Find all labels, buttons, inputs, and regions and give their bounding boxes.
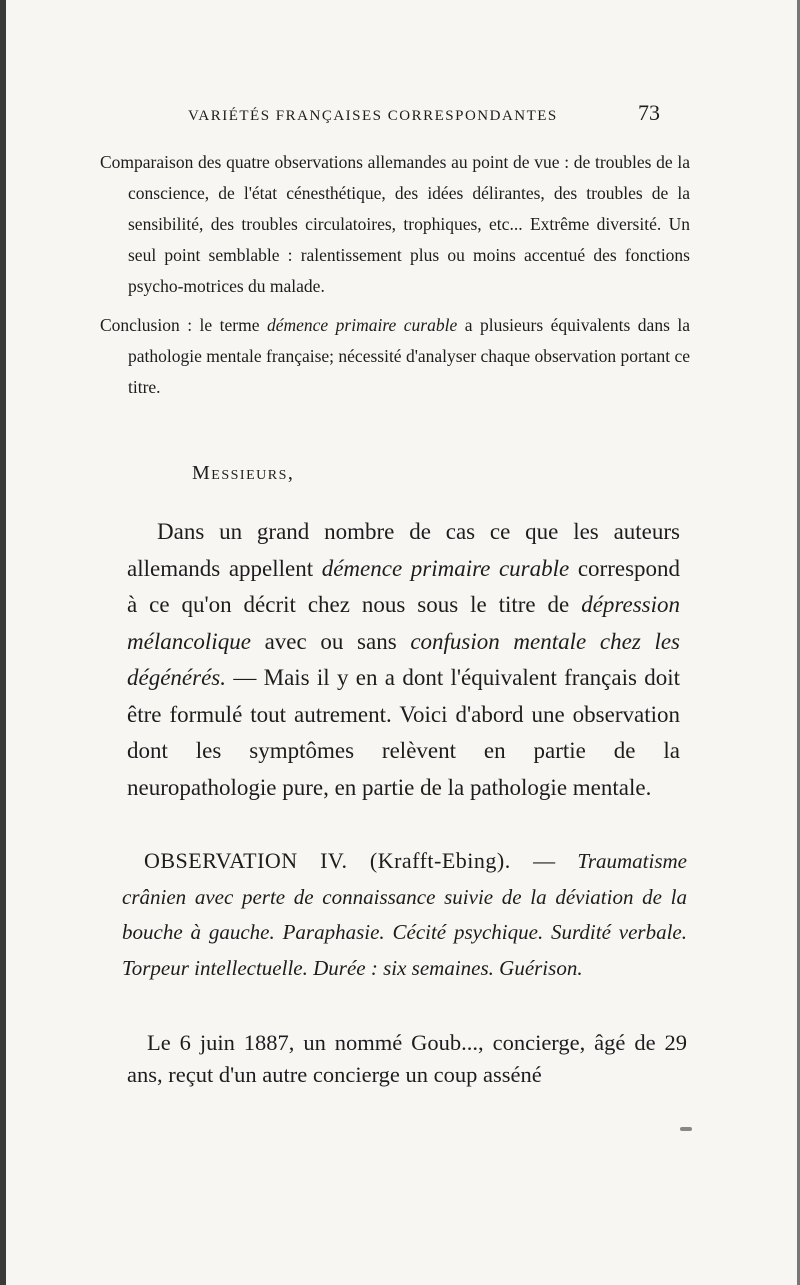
page-left-edge (0, 0, 6, 1285)
observation-heading (122, 843, 687, 986)
body-paragraph (127, 514, 680, 806)
conclusion-term: démence primaire curable (266, 315, 458, 335)
conclusion-start: Conclusion : le terme (100, 315, 260, 335)
page-number: 73 (638, 100, 660, 125)
observation-description: Traumatisme crânien avec perte de connaissance suivie de la déviation de la bouche à gauche. Paraphasie. Cécité psychique. Surdité verbale. Torpeur intellectuelle. Durée : six semaines. Guérison. (122, 849, 687, 980)
observation-label: OBSERVATION IV. (Krafft-Ebing). — (144, 848, 556, 873)
body-term-1: démence primaire curable (321, 555, 570, 581)
body-part-1: Dans un grand nombre de cas ce que les auteurs allemands appellent (127, 519, 680, 581)
conclusion-end: a plusieurs équivalents dans la pathologie mentale française; nécessité d'analyser chaque observation portant ce titre. (128, 315, 690, 397)
running-header (180, 100, 660, 130)
header-title: VARIÉTÉS FRANÇAISES CORRESPONDANTES (188, 108, 558, 124)
summary-conclusion-text (100, 310, 690, 403)
body-part-2: correspond à ce qu'on décrit chez nous sous le titre de (127, 555, 681, 617)
salutation: Messieurs, (192, 462, 295, 484)
observation-text (122, 843, 687, 986)
summary-conclusion (100, 310, 690, 403)
ink-speck (680, 1127, 692, 1131)
summary-comparison (100, 147, 690, 302)
body-paragraph-text (127, 514, 680, 806)
body-part-3: avec ou sans (264, 628, 397, 654)
body-part-4: — Mais il y en a dont l'équivalent français doit être formulé tout autrement. Voici d'abord une observation dont les symptômes relèvent en partie de la neuropathologie pure, en partie de la pathologie mentale. (127, 665, 681, 800)
summary-comparison-text: Comparaison des quatre observations allemandes au point de vue : de troubles de la conscience, de l'état cénesthétique, des idées délirantes, des troubles de la sensibilité, des troubles circulatoires, trophiques, etc... Extrême diversité. Un seul point semblable : ralentissement plus ou moins accentué des fonctions psycho-motrices du malade. (100, 152, 690, 296)
body-term-3: confusion mentale chez les dégénérés. (127, 628, 680, 690)
case-paragraph (127, 1027, 687, 1091)
body-term-2: dépression mélancolique (127, 592, 681, 654)
case-paragraph-text: Le 6 juin 1887, un nommé Goub..., concierge, âgé de 29 ans, reçut d'un autre concierge un coup asséné (127, 1030, 687, 1087)
